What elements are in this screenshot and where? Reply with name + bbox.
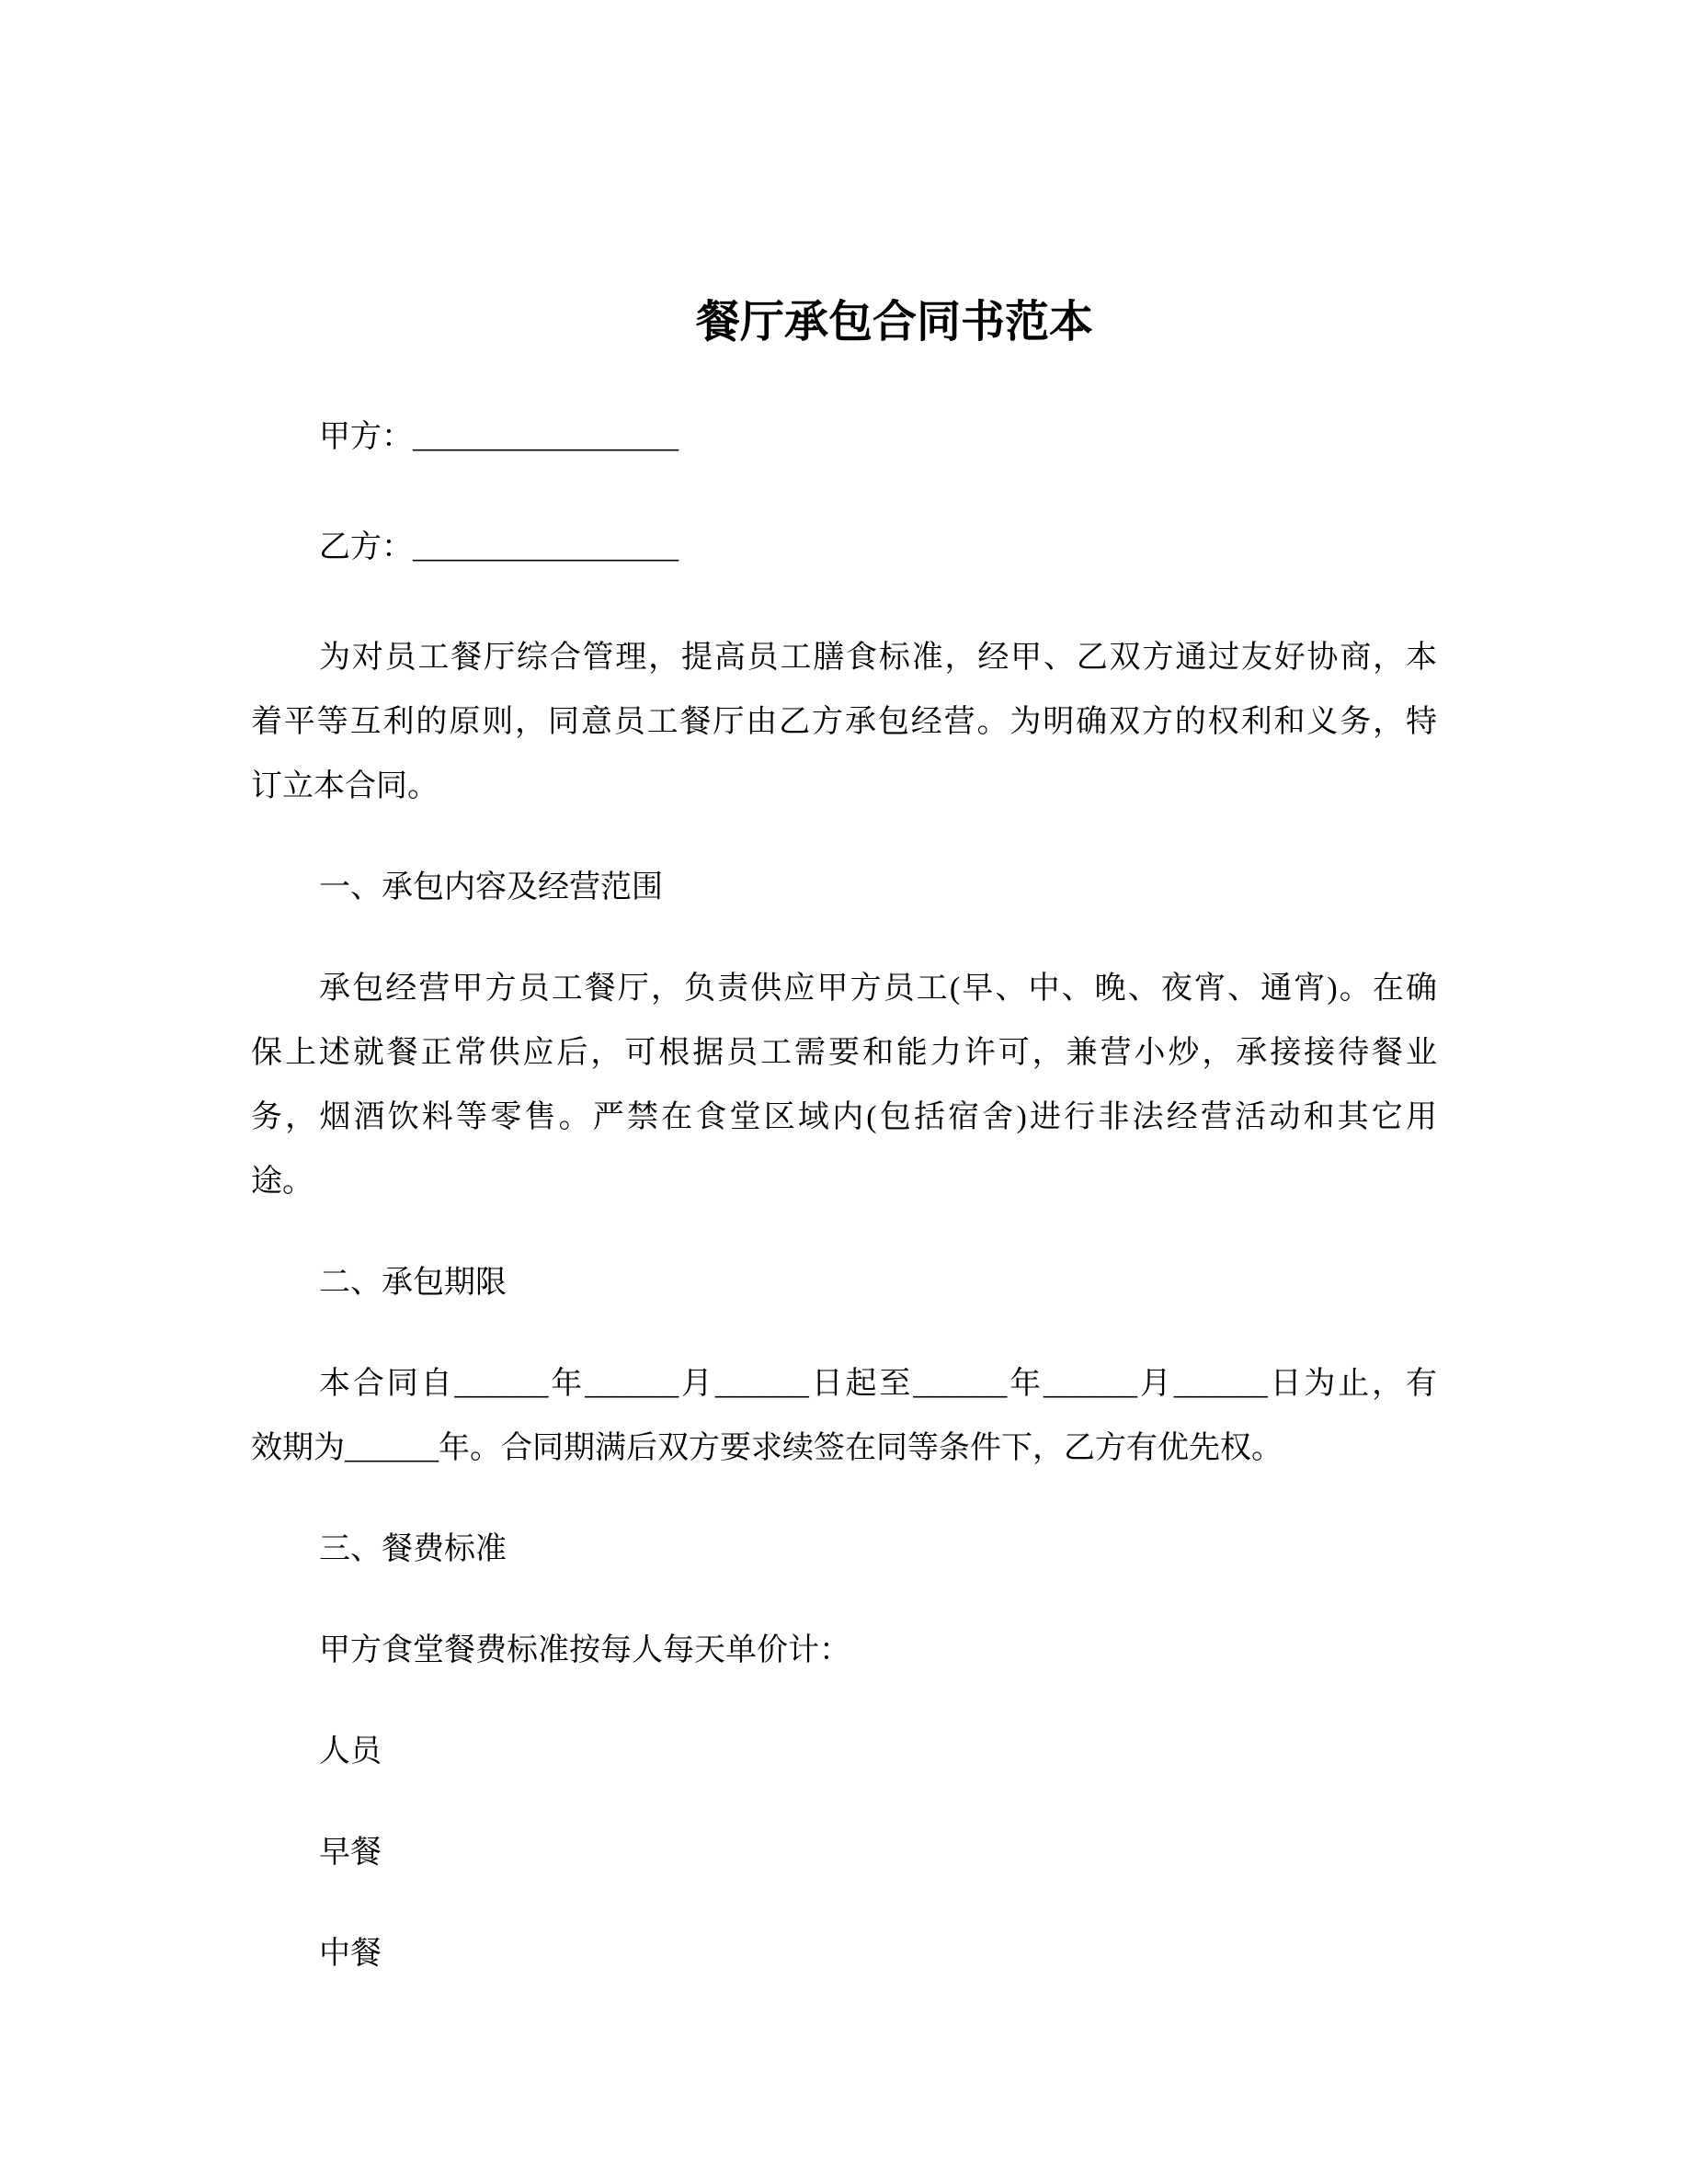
party-a-line: 甲方：_________________ [319,420,679,454]
section-2-paragraph [251,1352,1437,1481]
section-1-line: 承包经营甲方员工餐厅，负责供应甲方员工(早、中、晚、夜宵、通宵)。在确 [319,972,1437,1006]
intro-paragraph [251,626,1437,819]
section-3-heading: 三、餐费标准 [319,1532,507,1566]
party-b-line: 乙方：_________________ [319,530,679,564]
intro-line: 着平等互利的原则，同意员工餐厅由乙方承包经营。为明确双方的权利和义务，特 [251,705,1437,739]
fee-item: 中餐 [319,1937,382,1971]
section-3-intro-line: 甲方食堂餐费标准按每人每天单价计： [319,1633,850,1667]
section-1-paragraph [251,957,1437,1214]
section-1-heading: 一、承包内容及经营范围 [319,870,663,904]
section-2-line: 效期为______年。合同期满后双方要求续签在同等条件下，乙方有优先权。 [251,1431,1283,1465]
fee-item: 人员 [319,1735,382,1769]
section-1-line: 保上述就餐正常供应后，可根据员工需要和能力许可，兼营小炒，承接接待餐业 [251,1036,1437,1070]
fee-item: 早餐 [319,1836,382,1870]
section-2-heading: 二、承包期限 [319,1266,507,1300]
document-title: 餐厅承包合同书范本 [695,298,1093,347]
intro-line: 订立本合同。 [251,769,439,803]
section-1-line: 途。 [251,1165,314,1199]
intro-line: 为对员工餐厅综合管理，提高员工膳食标准，经甲、乙双方通过友好协商，本 [319,641,1437,675]
section-1-line: 务，烟酒饮料等零售。严禁在食堂区域内(包括宿舍)进行非法经营活动和其它用 [251,1100,1437,1134]
section-2-line: 本合同自______年______月______日起至______年______月______日为止，有 [319,1367,1437,1401]
